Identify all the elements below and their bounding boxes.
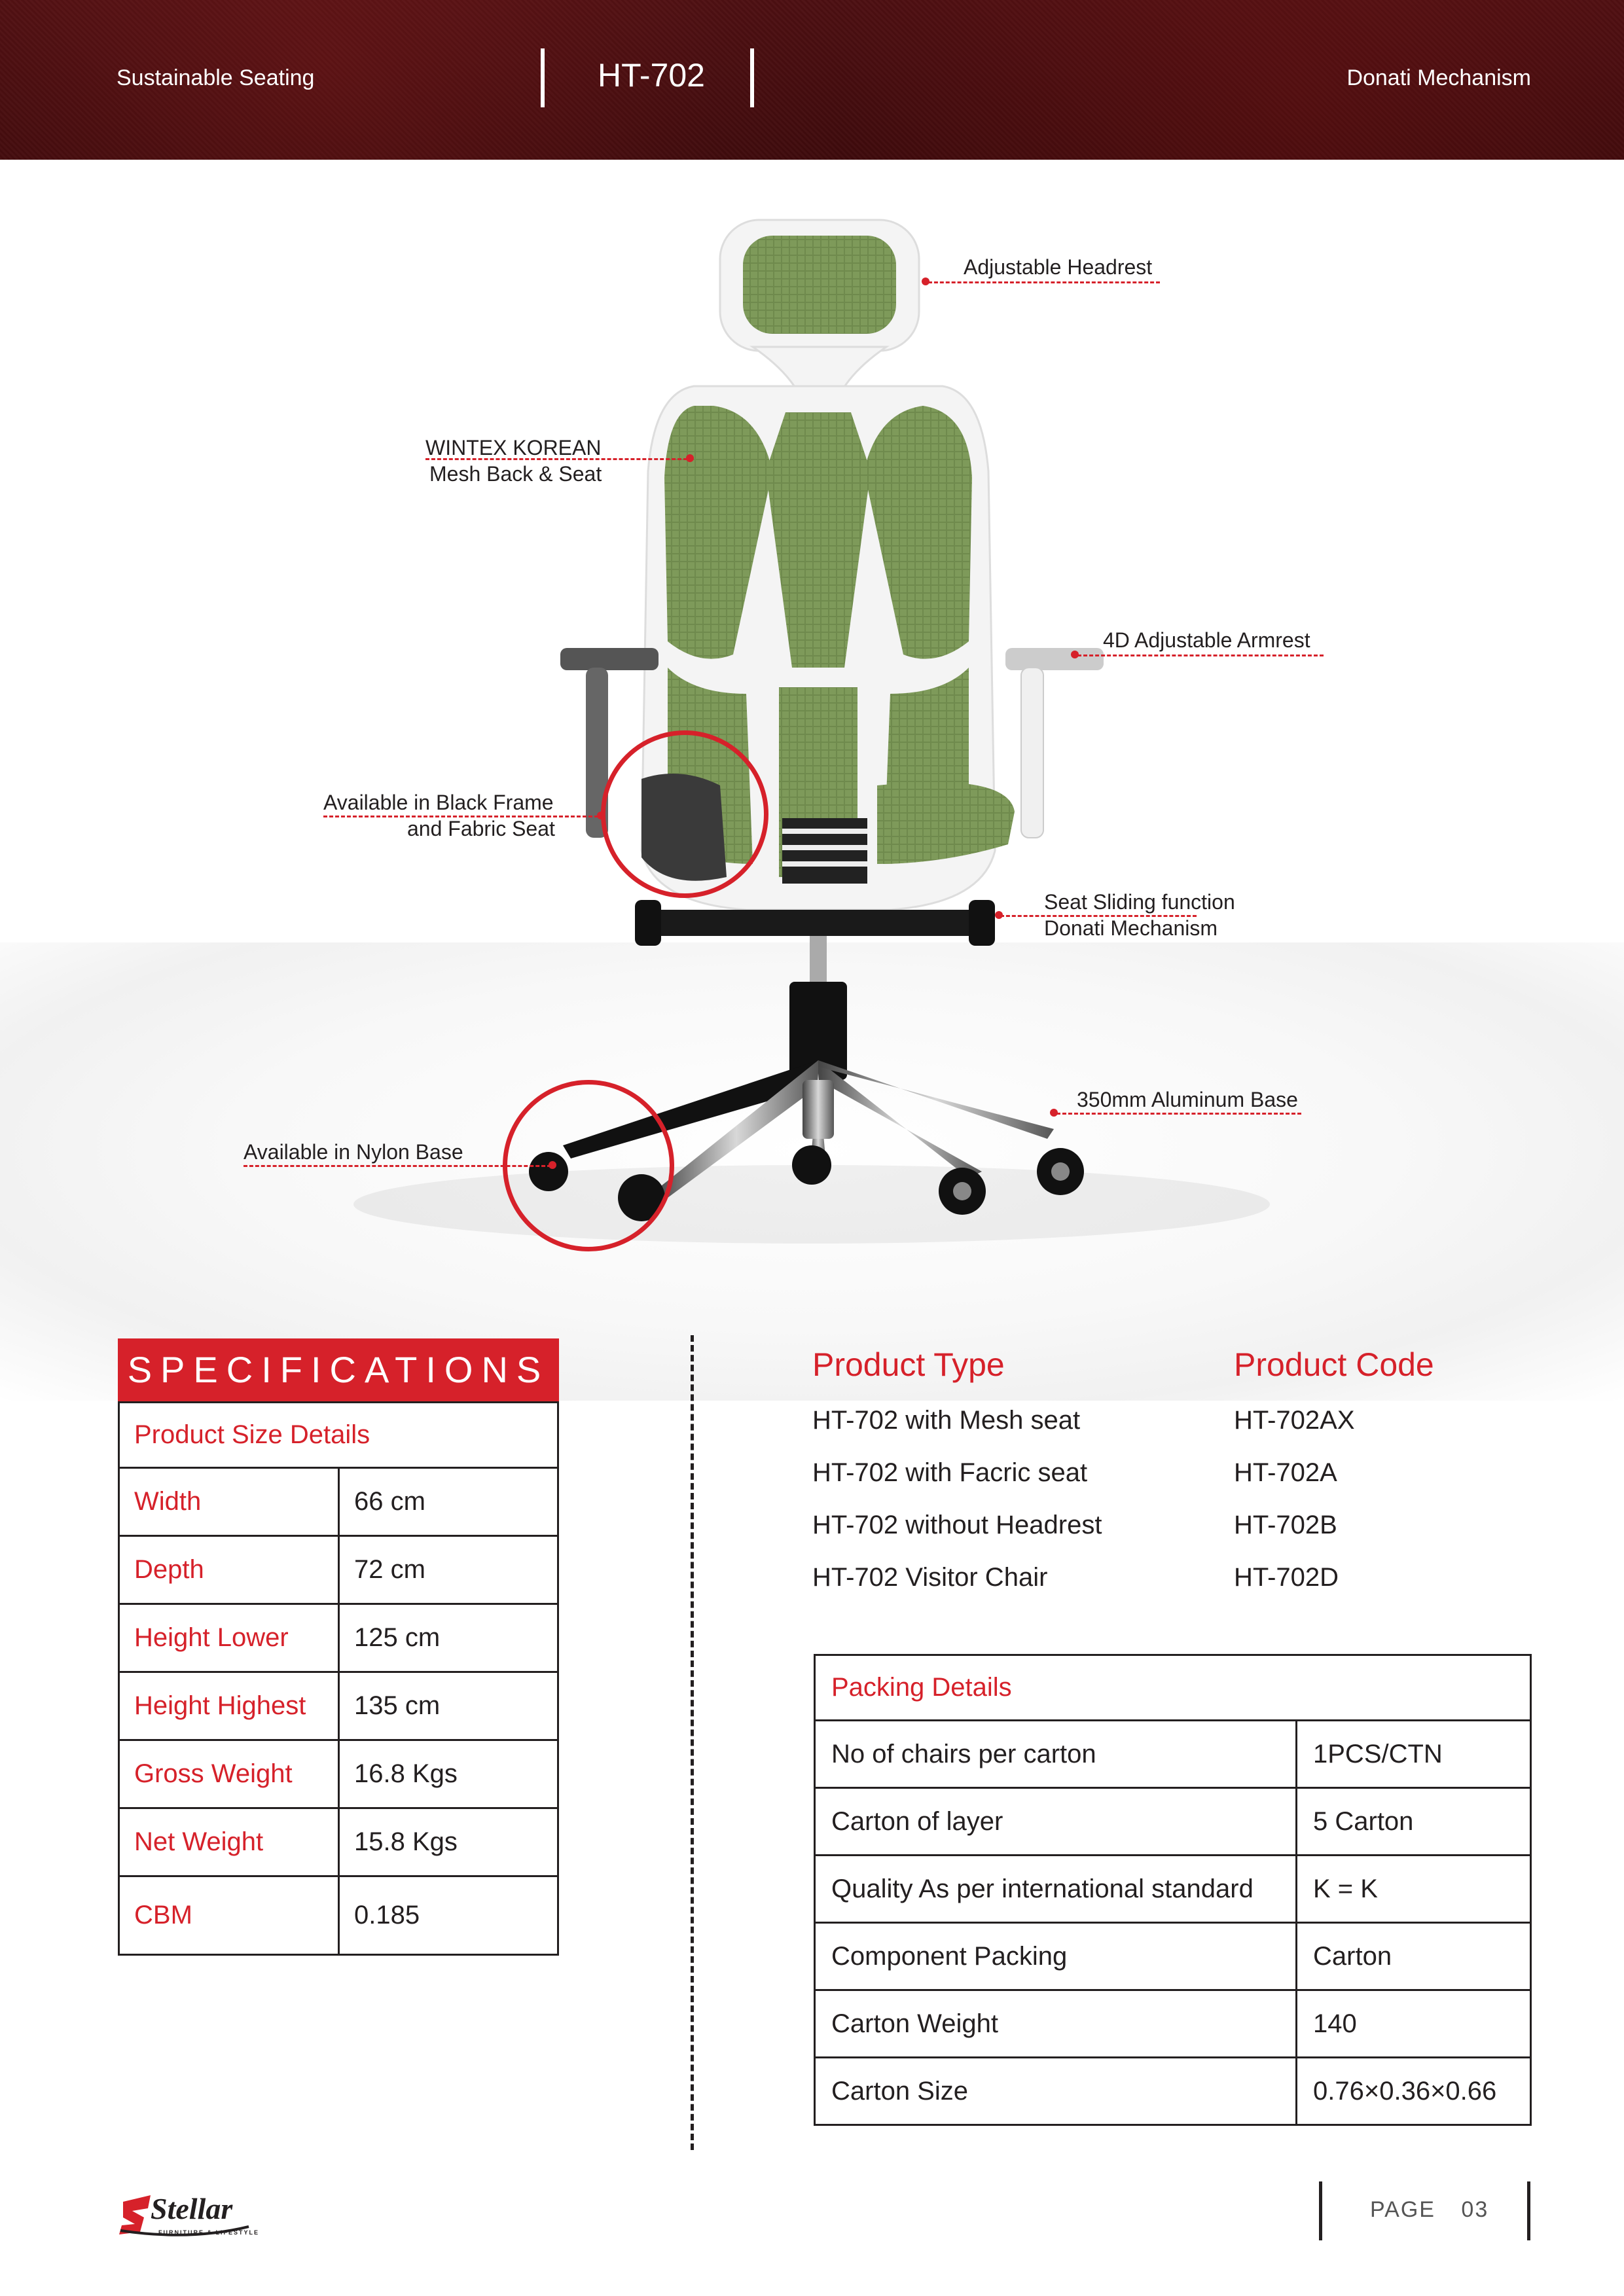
callout-nylon: Available in Nylon Base [244,1140,463,1164]
spec-subtitle-row [119,1403,558,1468]
spec-subtitle: Product Size Details [119,1403,558,1468]
packing-table [814,1654,1532,2126]
callout-frame-line2: and Fabric Seat [407,817,555,840]
packing-value: 5 Carton [1297,1788,1531,1856]
spec-value: 16.8 Kgs [339,1740,558,1808]
spec-label: Width [119,1468,339,1536]
product-code-item: HT-702AX [1234,1406,1355,1435]
spec-value: 66 cm [339,1468,558,1536]
callout-mesh-leader [425,458,687,460]
page-label [1370,2197,1489,2223]
callout-armrest-leader [1077,655,1324,656]
packing-label: No of chairs per carton [815,1721,1297,1788]
callout-base: 350mm Aluminum Base [1077,1088,1298,1111]
brand-logo [118,2189,275,2241]
product-type-item: HT-702 without Headrest [812,1511,1102,1539]
spec-value: 15.8 Kgs [339,1808,558,1876]
callout-sliding-line1: Seat Sliding function [1044,890,1235,914]
packing-label: Component Packing [815,1923,1297,1990]
packing-value: 1PCS/CTN [1297,1721,1531,1788]
callout-mesh-dot [686,454,694,462]
packing-value: Carton [1297,1923,1531,1990]
callout-sliding-dot [995,911,1003,919]
callout-headrest-dot [922,278,929,285]
spec-value: 125 cm [339,1604,558,1672]
callout-frame-ring [601,730,768,898]
header-divider-right [750,48,754,107]
product-code-item: HT-702D [1234,1563,1339,1592]
page-label-text: PAGE [1370,2197,1435,2222]
packing-title: Packing Details [815,1655,1531,1721]
callout-headrest: Adjustable Headrest [964,255,1153,279]
packing-value: 140 [1297,1990,1531,2058]
page-number: 03 [1461,2197,1489,2222]
footer-divider-right [1527,2181,1530,2240]
product-code-item: HT-702B [1234,1511,1337,1539]
packing-value: 0.76×0.36×0.66 [1297,2058,1531,2125]
table-row [119,1672,558,1740]
product-code-header: Product Code [1234,1346,1434,1383]
callout-sliding-line2: Donati Mechanism [1044,916,1218,940]
column-divider [691,1335,694,2150]
spec-value: 135 cm [339,1672,558,1740]
packing-label: Carton Size [815,2058,1297,2125]
product-type-header: Product Type [812,1346,1005,1383]
chair-illustration [0,196,1624,1283]
callout-armrest: 4D Adjustable Armrest [1103,628,1310,652]
table-row [119,1876,558,1955]
product-code-item: HT-702A [1234,1458,1337,1487]
table-row [815,1721,1531,1788]
packing-value: K = K [1297,1856,1531,1923]
packing-label: Carton Weight [815,1990,1297,2058]
footer-divider-left [1319,2181,1322,2240]
spec-value: 0.185 [339,1876,558,1955]
spec-label: Gross Weight [119,1740,339,1808]
table-row [815,1788,1531,1856]
callout-base-dot [1050,1109,1058,1117]
callout-base-leader [1056,1113,1301,1115]
spec-label: Depth [119,1536,339,1604]
spec-value: 72 cm [339,1536,558,1604]
product-type-item: HT-702 with Facric seat [812,1458,1088,1487]
packing-title-row [815,1655,1531,1721]
specifications-table [118,1401,559,1956]
brand-name: Stellar [151,2192,233,2225]
brand-tagline: FURNITURE & LIFESTYLE [158,2229,259,2236]
product-type-item: HT-702 with Mesh seat [812,1406,1081,1435]
callout-armrest-dot [1071,651,1079,658]
table-row [815,1856,1531,1923]
callout-nylon-ring [503,1080,674,1251]
table-row [119,1740,558,1808]
table-row [119,1536,558,1604]
callout-mesh-line1: WINTEX KOREAN [425,436,602,459]
page-header [0,0,1624,160]
table-row [119,1808,558,1876]
table-row [815,2058,1531,2125]
specifications-title: SPECIFICATIONS [118,1338,559,1401]
spec-label: Height Lower [119,1604,339,1672]
spec-label: Height Highest [119,1672,339,1740]
header-right-text: Donati Mechanism [1346,65,1531,90]
header-title: HT-702 [598,57,705,94]
callout-headrest-leader [928,281,1160,283]
table-row [815,1990,1531,2058]
product-type-item: HT-702 Visitor Chair [812,1563,1048,1592]
packing-label: Carton of layer [815,1788,1297,1856]
table-row [815,1923,1531,1990]
table-row [119,1468,558,1536]
table-row [119,1604,558,1672]
callout-frame-line1: Available in Black Frame [323,791,554,814]
spec-label: Net Weight [119,1808,339,1876]
callout-mesh-line2: Mesh Back & Seat [429,462,602,486]
packing-label: Quality As per international standard [815,1856,1297,1923]
spec-label: CBM [119,1876,339,1955]
header-left-text: Sustainable Seating [117,65,315,90]
